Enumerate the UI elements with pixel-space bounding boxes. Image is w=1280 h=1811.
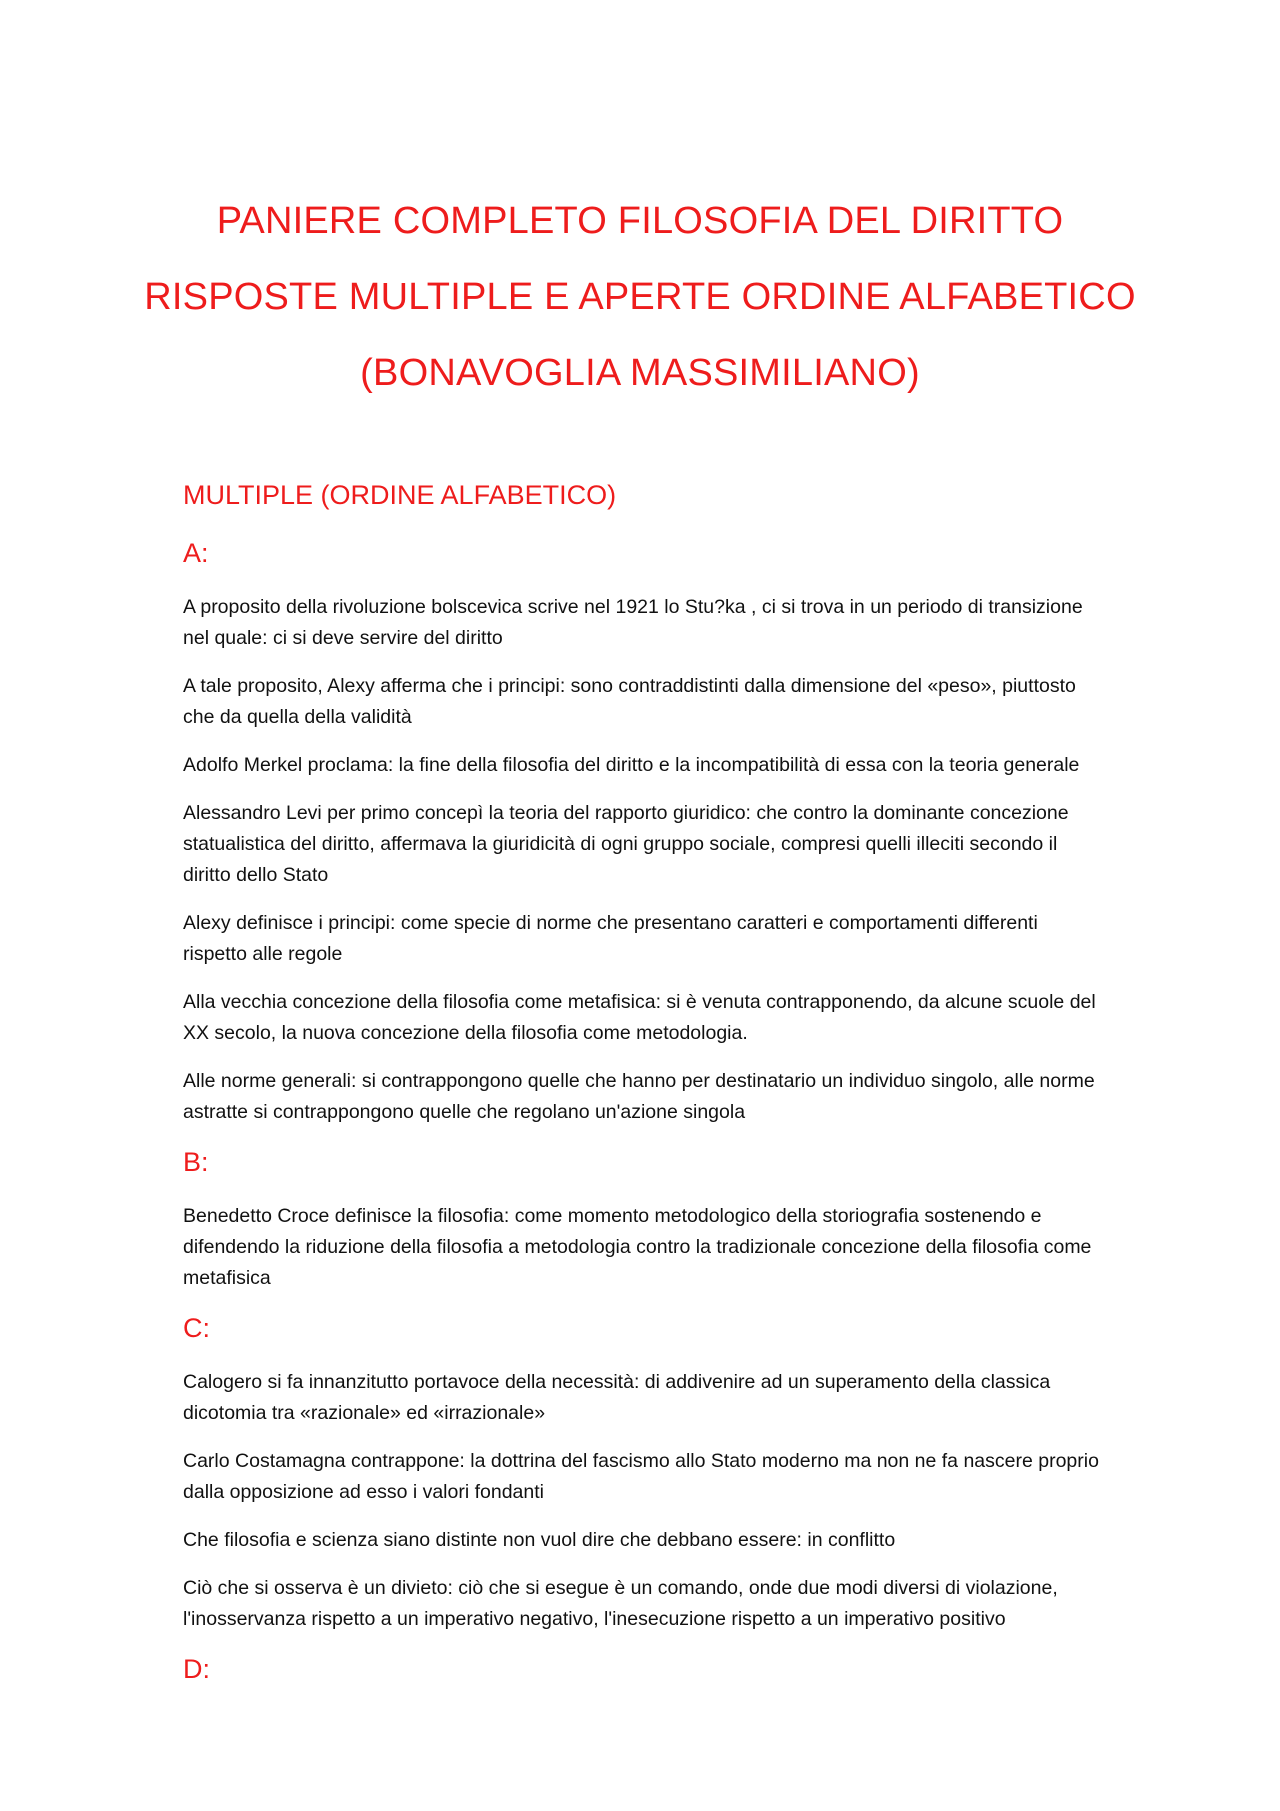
list-item: Alessandro Levi per primo concepì la teoria del rapporto giuridico: che contro la dominante concezione statualistica del diritto, affermava la giuridicità di ogni gruppo sociale, compresi quelli illeciti secondo il diritto dello Stato [183, 802, 1069, 886]
letter-heading: D: [183, 1654, 210, 1684]
letter-group-a [183, 536, 1103, 1128]
list-item: Alle norme generali: si contrappongono quelle che hanno per destinatario un individuo singolo, alle norme astratte si contrappongono quelle che regolano un'azione singola [183, 1070, 1095, 1123]
letter-group-d [183, 1652, 1103, 1686]
list-item: Adolfo Merkel proclama: la fine della filosofia del diritto e la incompatibilità di essa con la teoria generale [183, 754, 1080, 776]
document-title [0, 183, 1280, 411]
list-item: Calogero si fa innanzitutto portavoce della necessità: di addivenire ad un superamento della classica dicotomia tra «razionale» ed «irrazionale» [183, 1371, 1051, 1424]
list-item: Alla vecchia concezione della filosofia come metafisica: si è venuta contrapponendo, da alcune scuole del XX secolo, la nuova concezione della filosofia come metodologia. [183, 991, 1096, 1044]
list-item: Alexy definisce i principi: come specie di norme che presentano caratteri e comportamenti differenti rispetto alle regole [183, 912, 1038, 965]
document-body [183, 478, 1103, 1708]
list-item: Benedetto Croce definisce la filosofia: come momento metodologico della storiografia sostenendo e difendendo la riduzione della filosofia a metodologia contro la tradizionale concezione della filosofia come metafisica [183, 1205, 1092, 1289]
list-item: A proposito della rivoluzione bolscevica scrive nel 1921 lo Stu?ka , ci si trova in un periodo di transizione nel quale: ci si deve servire del diritto [183, 596, 1083, 649]
title-line-1: PANIERE COMPLETO FILOSOFIA DEL DIRITTO [216, 200, 1064, 242]
title-line-3: (BONAVOGLIA MASSIMILIANO) [360, 352, 920, 394]
list-item: A tale proposito, Alexy afferma che i principi: sono contraddistinti dalla dimensione del «peso», piuttosto che da quella della validità [183, 675, 1076, 728]
title-line-2: RISPOSTE MULTIPLE E APERTE ORDINE ALFABETICO [144, 276, 1136, 318]
letter-group-c [183, 1311, 1103, 1635]
list-item: Che filosofia e scienza siano distinte non vuol dire che debbano essere: in conflitto [183, 1529, 896, 1551]
section-heading: MULTIPLE (ORDINE ALFABETICO) [183, 480, 617, 510]
letter-group-b [183, 1145, 1103, 1294]
letter-heading: C: [183, 1313, 210, 1343]
letter-heading: A: [183, 538, 209, 568]
list-item: Ciò che si osserva è un divieto: ciò che si esegue è un comando, onde due modi diversi di violazione, l'inosservanza rispetto a un imperativo negativo, l'inesecuzione rispetto a un imperativo positivo [183, 1577, 1058, 1630]
letter-heading: B: [183, 1147, 209, 1177]
list-item: Carlo Costamagna contrappone: la dottrina del fascismo allo Stato moderno ma non ne fa nascere proprio dalla opposizione ad esso i valori fondanti [183, 1450, 1099, 1503]
